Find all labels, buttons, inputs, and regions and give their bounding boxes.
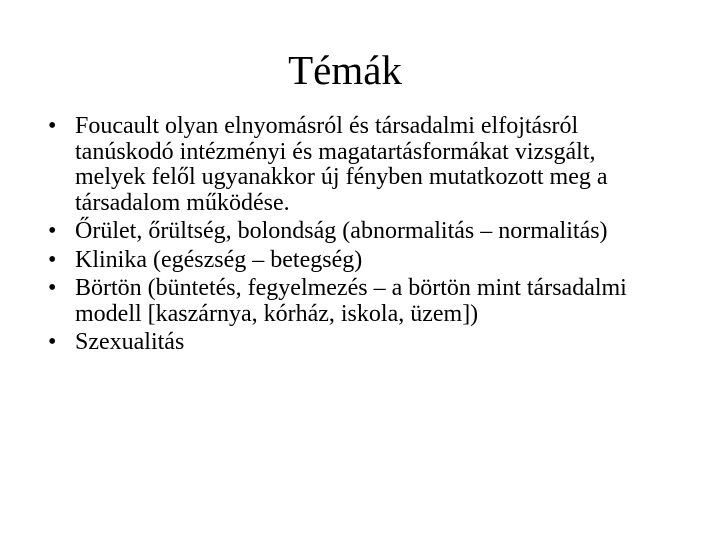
bullet-dot-icon: • <box>48 113 57 139</box>
bullet-item <box>0 330 640 356</box>
bullet-text: Börtön (büntetés, fegyelmezés – a börtön mint társadalmi modell [kaszárnya, kórház, iskola, üzem]) <box>75 275 627 327</box>
bullet-item <box>0 219 640 245</box>
bullet-item <box>0 276 640 327</box>
bullet-dot-icon: • <box>48 275 57 301</box>
bullet-text: Szexualitás <box>75 329 185 355</box>
bullet-text: Foucault olyan elnyomásról és társadalmi elfojtásról tanúskodó intézményi és magatartásformákat vizsgált, melyek felől ugyanakkor új fényben mutatkozott meg a társadalom működése. <box>75 113 608 216</box>
bullet-list <box>0 114 640 359</box>
slide-title: Témák <box>288 47 402 93</box>
bullet-text: Őrület, őrültség, bolondság (abnormalitás – normalitás) <box>75 218 608 244</box>
bullet-dot-icon: • <box>48 246 57 273</box>
bullet-item <box>0 114 640 216</box>
bullet-dot-icon: • <box>48 329 57 355</box>
bullet-text: Klinika (egészség – betegség) <box>75 246 363 273</box>
bullet-dot-icon: • <box>48 218 57 244</box>
bullet-item <box>0 248 640 274</box>
